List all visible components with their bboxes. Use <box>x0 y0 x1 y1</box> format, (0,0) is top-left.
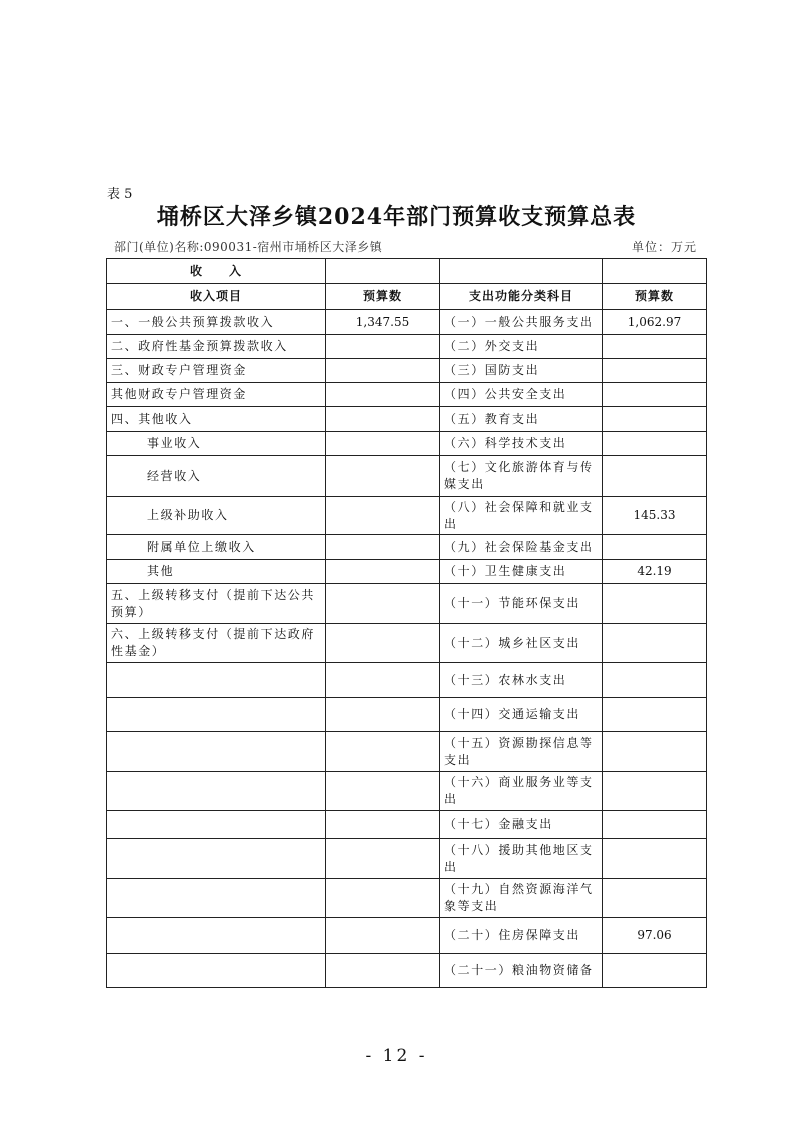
table-row <box>107 456 707 497</box>
table-row <box>107 772 707 811</box>
expense-amount <box>603 456 707 497</box>
income-item: 三、财政专户管理资金 <box>107 359 326 383</box>
income-amount <box>326 560 440 584</box>
header-income-group: 收 入 <box>107 259 326 284</box>
expense-item: （九）社会保险基金支出 <box>440 535 603 560</box>
income-amount <box>326 335 440 359</box>
expense-amount <box>603 335 707 359</box>
expense-amount: 97.06 <box>603 918 707 954</box>
income-amount <box>326 497 440 535</box>
income-amount <box>326 432 440 456</box>
income-amount <box>326 535 440 560</box>
income-amount <box>326 954 440 988</box>
table-row <box>107 624 707 663</box>
income-amount <box>326 698 440 732</box>
expense-item: （七）文化旅游体育与传媒支出 <box>440 456 603 497</box>
income-item <box>107 811 326 839</box>
income-item <box>107 663 326 698</box>
expense-item: （二十）住房保障支出 <box>440 918 603 954</box>
expense-item: （八）社会保障和就业支出 <box>440 497 603 535</box>
expense-item: （十三）农林水支出 <box>440 663 603 698</box>
income-item: 事业收入 <box>107 432 326 456</box>
expense-amount <box>603 584 707 624</box>
expense-amount <box>603 407 707 432</box>
table-label: 表 5 <box>107 187 133 202</box>
income-amount <box>326 359 440 383</box>
income-item: 五、上级转移支付（提前下达公共预算） <box>107 584 326 624</box>
income-item: 二、政府性基金预算拨款收入 <box>107 335 326 359</box>
expense-item: （三）国防支出 <box>440 359 603 383</box>
expense-amount <box>603 811 707 839</box>
income-amount: 1,347.55 <box>326 310 440 335</box>
income-item: 经营收入 <box>107 456 326 497</box>
expense-item: （十五）资源勘探信息等支出 <box>440 732 603 772</box>
expense-amount <box>603 432 707 456</box>
expense-amount <box>603 383 707 407</box>
expense-amount <box>603 839 707 879</box>
expense-amount <box>603 772 707 811</box>
expense-amount <box>603 535 707 560</box>
expense-amount <box>603 954 707 988</box>
header-row-top <box>107 259 707 284</box>
income-amount <box>326 839 440 879</box>
table-row <box>107 497 707 535</box>
expense-amount <box>603 624 707 663</box>
expense-amount <box>603 732 707 772</box>
income-item <box>107 839 326 879</box>
department-name: 部门(单位)名称:090031-宿州市埇桥区大泽乡镇 <box>114 240 383 254</box>
income-amount <box>326 383 440 407</box>
expense-item: （五）教育支出 <box>440 407 603 432</box>
income-item <box>107 732 326 772</box>
expense-item: （二）外交支出 <box>440 335 603 359</box>
expense-item: （二十一）粮油物资储备 <box>440 954 603 988</box>
income-item <box>107 879 326 918</box>
income-amount <box>326 918 440 954</box>
expense-item: （四）公共安全支出 <box>440 383 603 407</box>
expense-amount: 42.19 <box>603 560 707 584</box>
table-row <box>107 811 707 839</box>
table-row <box>107 310 707 335</box>
expense-amount: 1,062.97 <box>603 310 707 335</box>
header-expense-amount: 预算数 <box>603 284 707 310</box>
table-row <box>107 584 707 624</box>
income-item <box>107 698 326 732</box>
header-blank <box>603 259 707 284</box>
income-item: 其他 <box>107 560 326 584</box>
table-row <box>107 918 707 954</box>
income-amount <box>326 772 440 811</box>
income-item: 四、其他收入 <box>107 407 326 432</box>
expense-item: （一）一般公共服务支出 <box>440 310 603 335</box>
unit-label: 单位：万元 <box>631 240 697 254</box>
table-row <box>107 839 707 879</box>
income-amount <box>326 624 440 663</box>
budget-table <box>106 258 707 988</box>
table-row <box>107 535 707 560</box>
table-row <box>107 383 707 407</box>
page-title: 埇桥区大泽乡镇2024年部门预算收支预算总表 <box>156 204 637 230</box>
table-row <box>107 407 707 432</box>
income-amount <box>326 584 440 624</box>
expense-item: （十七）金融支出 <box>440 811 603 839</box>
expense-item: （六）科学技术支出 <box>440 432 603 456</box>
expense-item: （十九）自然资源海洋气象等支出 <box>440 879 603 918</box>
expense-amount <box>603 359 707 383</box>
income-amount <box>326 407 440 432</box>
expense-amount <box>603 879 707 918</box>
income-item: 附属单位上缴收入 <box>107 535 326 560</box>
income-item: 六、上级转移支付（提前下达政府性基金） <box>107 624 326 663</box>
income-amount <box>326 456 440 497</box>
header-income-amount: 预算数 <box>326 284 440 310</box>
header-income-item: 收入项目 <box>107 284 326 310</box>
table-row <box>107 335 707 359</box>
expense-item: （十八）援助其他地区支出 <box>440 839 603 879</box>
income-item: 一、一般公共预算拨款收入 <box>107 310 326 335</box>
header-blank <box>440 259 603 284</box>
expense-item: （十六）商业服务业等支出 <box>440 772 603 811</box>
income-amount <box>326 663 440 698</box>
header-blank <box>326 259 440 284</box>
expense-item: （十）卫生健康支出 <box>440 560 603 584</box>
expense-amount <box>603 698 707 732</box>
income-amount <box>326 732 440 772</box>
header-expense-item: 支出功能分类科目 <box>440 284 603 310</box>
expense-amount <box>603 663 707 698</box>
income-item <box>107 954 326 988</box>
table-row <box>107 359 707 383</box>
table-row <box>107 663 707 698</box>
expense-amount: 145.33 <box>603 497 707 535</box>
table-row <box>107 560 707 584</box>
income-item: 上级补助收入 <box>107 497 326 535</box>
income-amount <box>326 879 440 918</box>
table-row <box>107 698 707 732</box>
header-row <box>107 284 707 310</box>
expense-item: （十二）城乡社区支出 <box>440 624 603 663</box>
income-amount <box>326 811 440 839</box>
income-item: 其他财政专户管理资金 <box>107 383 326 407</box>
page-number: - 12 - <box>365 1046 428 1066</box>
expense-item: （十四）交通运输支出 <box>440 698 603 732</box>
table-row <box>107 879 707 918</box>
income-item <box>107 772 326 811</box>
table-row <box>107 954 707 988</box>
table-row <box>107 432 707 456</box>
table-row <box>107 732 707 772</box>
expense-item: （十一）节能环保支出 <box>440 584 603 624</box>
income-item <box>107 918 326 954</box>
